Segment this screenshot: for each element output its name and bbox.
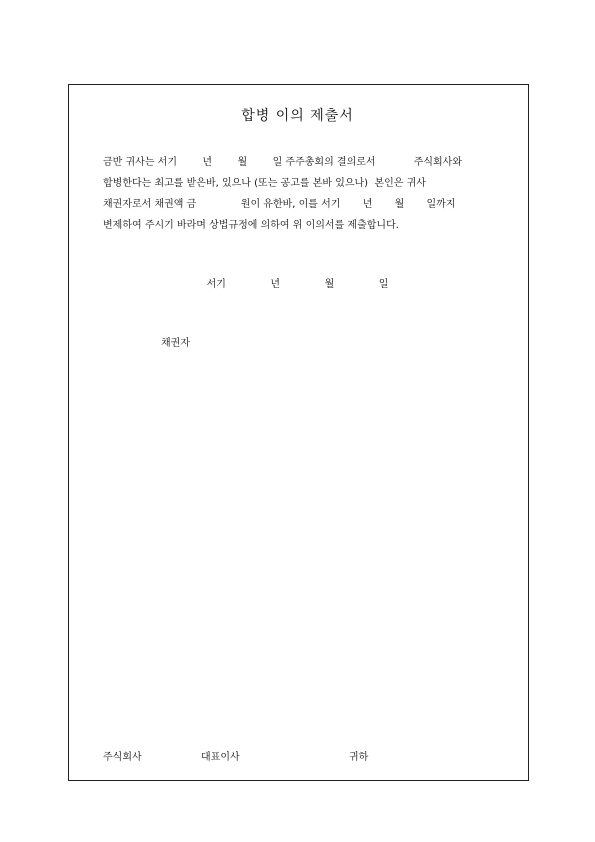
creditor-label: 채권자 bbox=[161, 338, 190, 349]
footer-honorific: 귀하 bbox=[349, 752, 369, 763]
footer-company-label: 주식회사 bbox=[103, 752, 142, 763]
date-line: 서기 년 월 일 bbox=[206, 279, 389, 290]
body-text-line: 채권자로서 채권액 금 원이 유한바, 이를 서기 년 월 일까지 bbox=[103, 199, 456, 210]
body-text-line: 합병한다는 최고를 받은바, 있으나 (또는 공고를 본바 있으나) 본인은 귀사 bbox=[103, 178, 426, 189]
footer-ceo-label: 대표이사 bbox=[201, 752, 240, 763]
body-text-line: 변제하여 주시기 바라며 상법규정에 의하여 위 이의서를 제출합니다. bbox=[103, 220, 399, 231]
document-title: 합병 이의 제출서 bbox=[241, 108, 354, 124]
body-text-line: 금반 귀사는 서기 년 월 일 주주총회의 결의로서 주식회사와 bbox=[103, 157, 462, 168]
